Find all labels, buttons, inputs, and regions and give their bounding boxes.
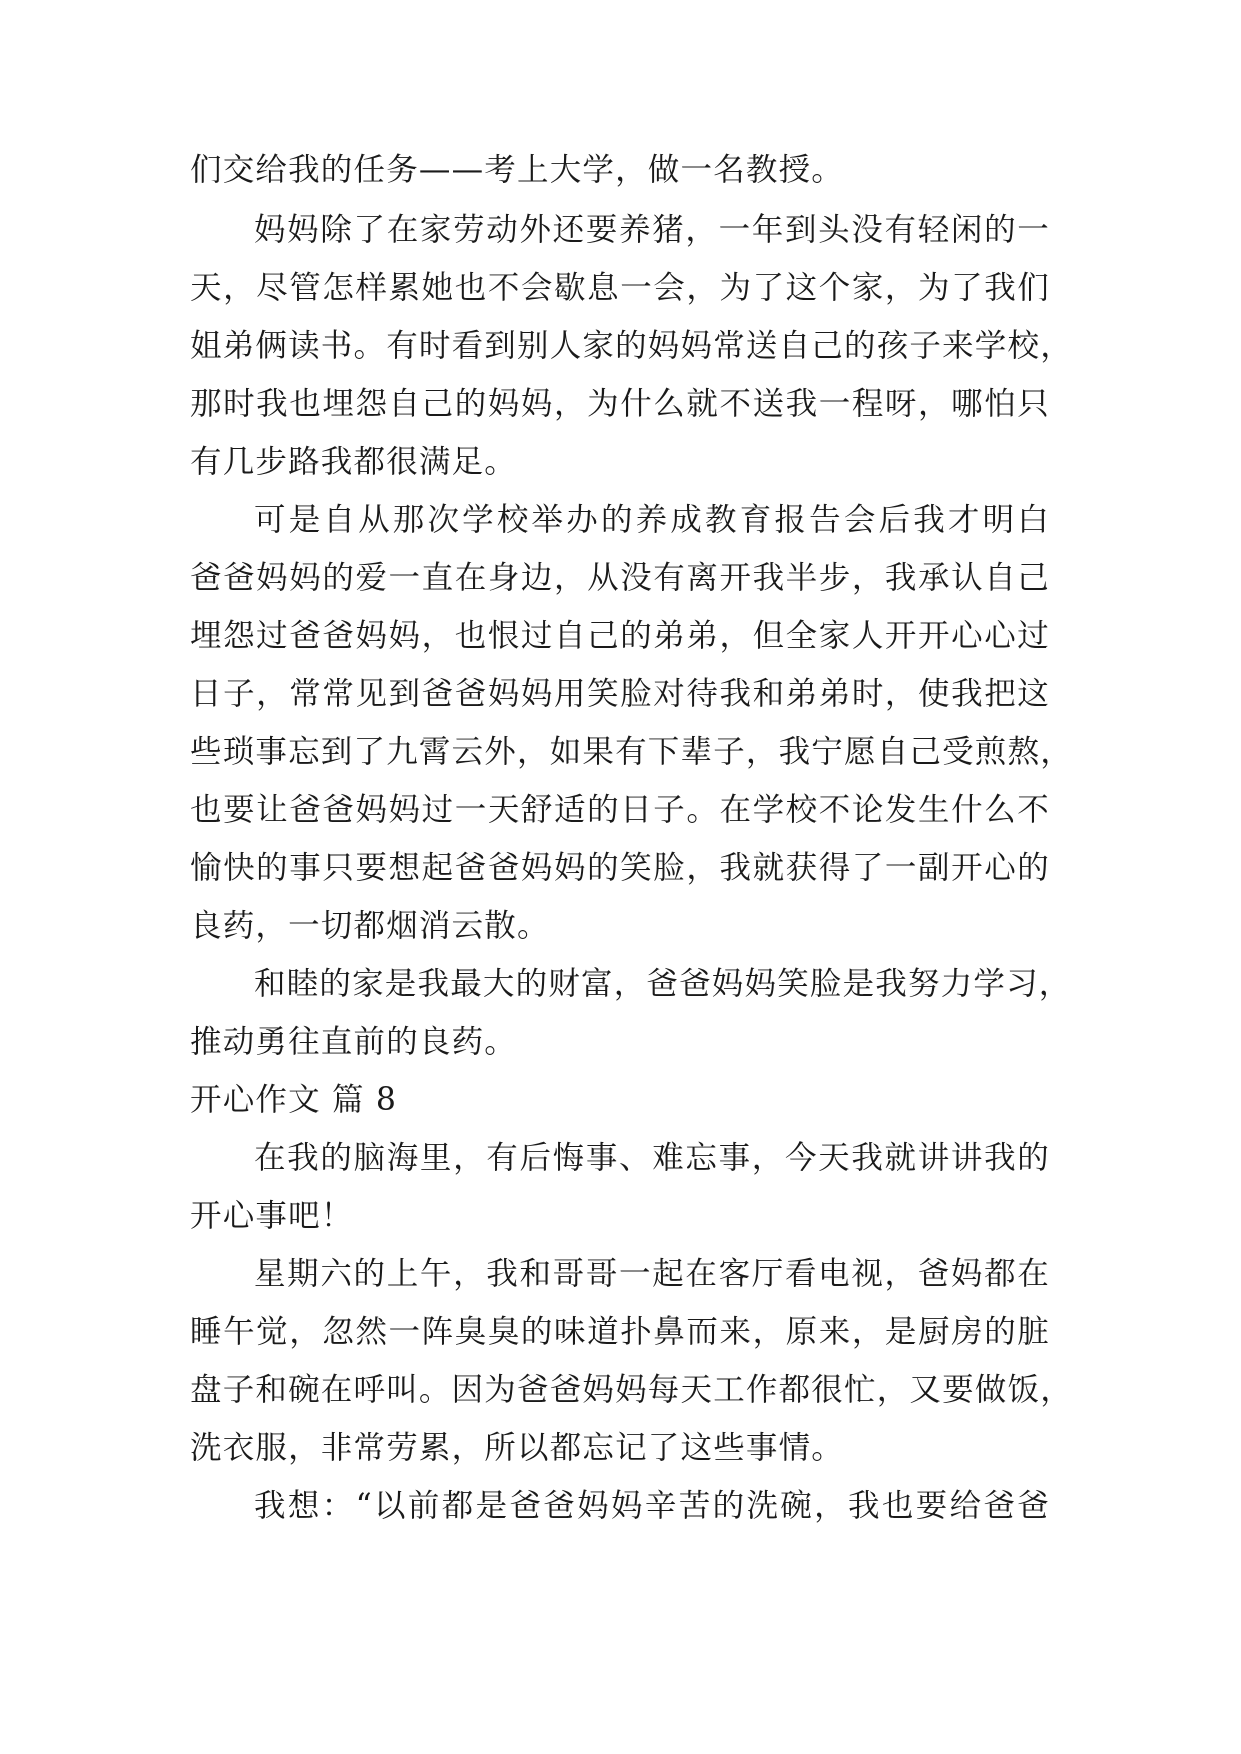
text-line: 天，尽管怎样累她也不会歇息一会，为了这个家，为了我们 <box>190 270 1050 306</box>
text-line: 洗衣服，非常劳累，所以都忘记了这些事情。 <box>190 1430 845 1466</box>
text-line: 姐弟俩读书。有时看到别人家的妈妈常送自己的孩子来学校， <box>190 328 1073 364</box>
text-line: 盘子和碗在呼叫。因为爸爸妈妈每天工作都很忙，又要做饭， <box>190 1372 1073 1408</box>
text-line: 们交给我的任务——考上大学，做一名教授。 <box>190 152 845 188</box>
paragraph-start-line: 星期六的上午，我和哥哥一起在客厅看电视，爸妈都在 <box>254 1256 1050 1292</box>
text-line: 日子，常常见到爸爸妈妈用笑脸对待我和弟弟时，使我把这 <box>190 676 1050 712</box>
text-line: 推动勇往直前的良药。 <box>190 1024 518 1060</box>
text-line: 有几步路我都很满足。 <box>190 444 518 480</box>
text-line: 愉快的事只要想起爸爸妈妈的笑脸，我就获得了一副开心的 <box>190 850 1050 886</box>
text-line: 爸爸妈妈的爱一直在身边，从没有离开我半步，我承认自己 <box>190 560 1050 596</box>
text-line: 那时我也埋怨自己的妈妈，为什么就不送我一程呀，哪怕只 <box>190 386 1050 422</box>
paragraph-start-line: 和睦的家是我最大的财富，爸爸妈妈笑脸是我努力学习， <box>254 966 1072 1002</box>
paragraph-start-line: 可是自从那次学校举办的养成教育报告会后我才明白 <box>254 502 1050 538</box>
text-line: 睡午觉，忽然一阵臭臭的味道扑鼻而来，原来，是厨房的脏 <box>190 1314 1050 1350</box>
text-line: 开心事吧！ <box>190 1198 354 1234</box>
section-heading: 开心作文 篇 8 <box>190 1082 398 1118</box>
paragraph-start-line: 在我的脑海里，有后悔事、难忘事，今天我就讲讲我的 <box>254 1140 1050 1176</box>
paragraph-start-line: 妈妈除了在家劳动外还要养猪，一年到头没有轻闲的一 <box>254 212 1050 248</box>
text-line: 埋怨过爸爸妈妈，也恨过自己的弟弟，但全家人开开心心过 <box>190 618 1050 654</box>
text-line: 良药，一切都烟消云散。 <box>190 908 550 944</box>
text-line: 些琐事忘到了九霄云外，如果有下辈子，我宁愿自己受煎熬， <box>190 734 1073 770</box>
paragraph-start-line: 我想：“以前都是爸爸妈妈辛苦的洗碗，我也要给爸爸 <box>254 1488 1050 1524</box>
text-line: 也要让爸爸妈妈过一天舒适的日子。在学校不论发生什么不 <box>190 792 1050 828</box>
